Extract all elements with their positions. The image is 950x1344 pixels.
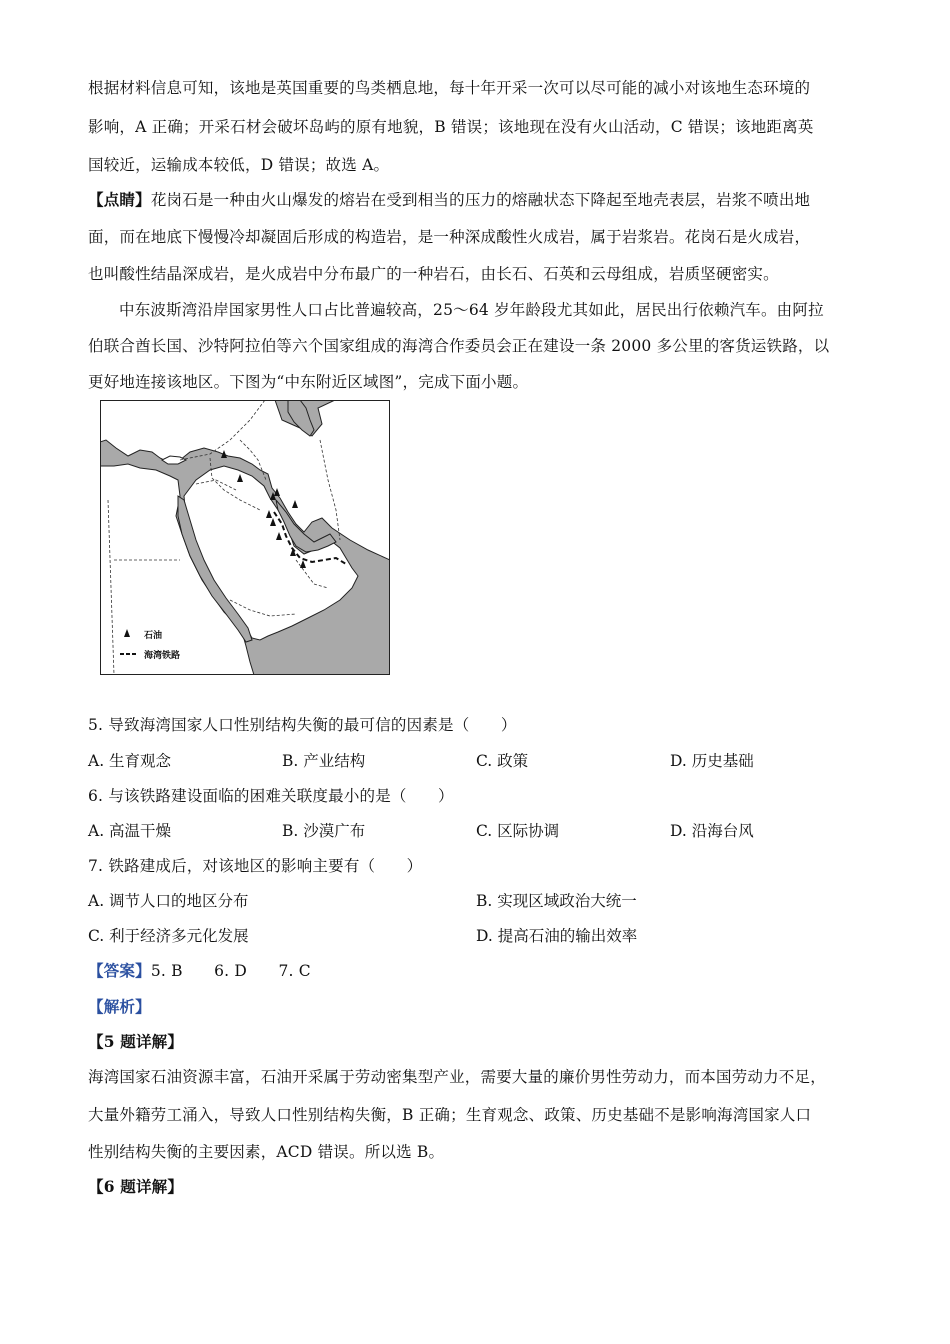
q5-option-b[interactable]: B. 产业结构 (282, 752, 366, 770)
q7-option-a[interactable]: A. 调节人口的地区分布 (88, 892, 249, 910)
paragraph-line: 影响，A 正确；开采石材会破坏岛屿的原有地貌，B 错误；该地现在没有火山活动，C 错误；该地距离英 (88, 118, 814, 136)
dianjing-line (88, 188, 810, 210)
q5-option-a[interactable]: A. 生育观念 (88, 752, 172, 770)
question-stem-7: 7. 铁路建成后，对该地区的影响主要有（ ） (88, 857, 423, 875)
q5-option-c[interactable]: C. 政策 (476, 752, 529, 770)
dianjing-label: 【点睛】 (88, 190, 151, 209)
q7-option-b[interactable]: B. 实现区域政治大统一 (476, 892, 637, 910)
analysis-label: 【解析】 (88, 997, 151, 1016)
question-stem-5: 5. 导致海湾国家人口性别结构失衡的最可信的因素是（ ） (88, 716, 517, 734)
q7-option-c[interactable]: C. 利于经济多元化发展 (88, 927, 249, 945)
q5-option-d[interactable]: D. 历史基础 (670, 752, 754, 770)
q5-detail-line: 性别结构失衡的主要因素，ACD 错误。所以选 B。 (88, 1143, 445, 1161)
q6-detail-label: 【6 题详解】 (88, 1177, 184, 1196)
legend-oil-label: 石油 (144, 631, 163, 641)
q6-option-d[interactable]: D. 沿海台风 (670, 822, 754, 840)
q5-detail-label: 【5 题详解】 (88, 1032, 184, 1051)
material-line: 更好地连接该地区。下图为“中东附近区域图”，完成下面小题。 (88, 373, 529, 391)
material-line: 中东波斯湾沿岸国家男性人口占比普遍较高，25～64 岁年龄段尤其如此，居民出行依赖汽车。由阿拉 (119, 301, 824, 319)
q6-option-c[interactable]: C. 区际协调 (476, 822, 560, 840)
q5-detail-line: 大量外籍劳工涌入，导致人口性别结构失衡，B 正确；生育观念、政策、历史基础不是影响海湾国家人口 (88, 1106, 812, 1124)
paragraph-line: 国较近，运输成本较低，D 错误；故选 A。 (88, 156, 390, 174)
q6-option-a[interactable]: A. 高温干燥 (88, 822, 172, 840)
answer-label: 【答案】 (88, 961, 151, 980)
dianjing-line: 面，而在地底下慢慢冷却凝固后形成的构造岩，是一种深成酸性火成岩，属于岩浆岩。花岗石是火成岩， (88, 228, 811, 246)
q5-detail-line: 海湾国家石油资源丰富，石油开采属于劳动密集型产业，需要大量的廉价男性劳动力，而本国劳动力不足， (88, 1068, 826, 1086)
q6-option-b[interactable]: B. 沙漠广布 (282, 822, 366, 840)
question-stem-6: 6. 与该铁路建设面临的困难关联度最小的是（ ） (88, 787, 454, 805)
dianjing-text: 花岗石是一种由火山爆发的熔岩在受到相当的压力的熔融状态下降起至地壳表层，岩浆不喷出地 (150, 191, 811, 209)
dianjing-line: 也叫酸性结晶深成岩，是火成岩中分布最广的一种岩石，由长石、石英和云母组成，岩质坚硬密实。 (88, 265, 779, 283)
material-line: 伯联合酋长国、沙特阿拉伯等六个国家组成的海湾合作委员会正在建设一条 2000 多公里的客货运铁路，以 (88, 337, 830, 355)
legend-rail-label: 海湾铁路 (144, 651, 181, 661)
answer-text: 5. B 6. D 7. C (150, 962, 311, 980)
paragraph-line: 根据材料信息可知，该地是英国重要的鸟类栖息地，每十年开采一次可以尽可能的减小对该地生态环境的 (88, 79, 811, 97)
answer-line (88, 959, 311, 981)
q7-option-d[interactable]: D. 提高石油的输出效率 (476, 927, 638, 945)
middle-east-map (100, 400, 390, 675)
